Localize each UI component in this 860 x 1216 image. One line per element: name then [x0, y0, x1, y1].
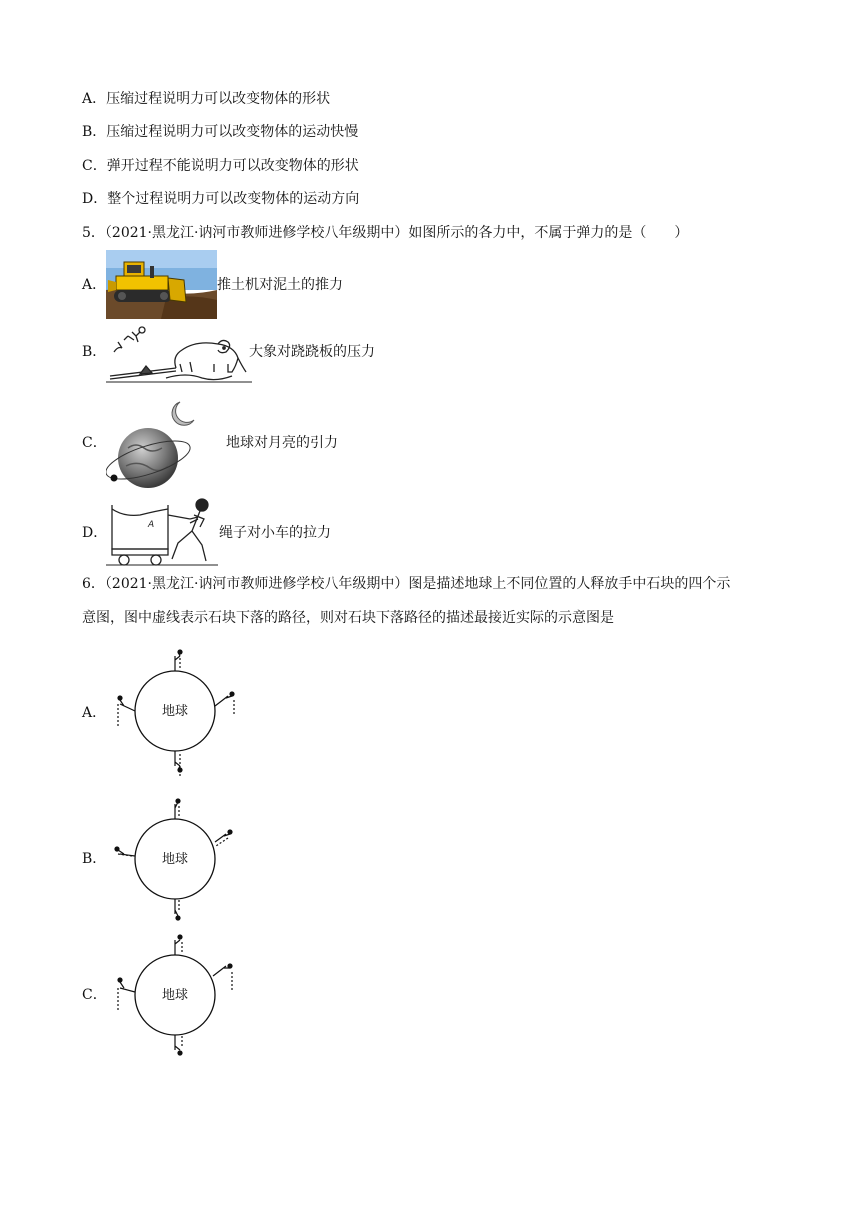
svg-text:A: A: [148, 520, 155, 530]
earth-diagram-b: [108, 794, 242, 928]
earth-moon-image: [106, 396, 210, 488]
q5-stem: 5．（2021·黑龙江·讷河市教师进修学校八年级期中）如图所示的各力中，不属于弹力的是（ ）: [82, 225, 689, 241]
q4-option-c: C．弹开过程不能说明力可以改变物体的形状: [82, 158, 359, 174]
earth-label-a: 地球: [161, 704, 189, 719]
q6-option-c-label: C．: [82, 987, 107, 1003]
q4-option-a: A．压缩过程说明力可以改变物体的形状: [82, 91, 331, 107]
person-pulling-cart-image: [106, 497, 218, 567]
q4-option-d: D．整个过程说明力可以改变物体的运动方向: [82, 191, 360, 207]
q5-option-d-label: D．: [82, 525, 108, 541]
earth-diagram-a: [108, 644, 242, 778]
q5-option-c-caption: 地球对月亮的引力: [226, 435, 338, 451]
q6-option-a-label: A．: [82, 705, 107, 721]
q5-option-c-label: C．: [82, 435, 107, 451]
q6-stem-line-2: 意图，图中虚线表示石块下落的路径，则对石块下落路径的描述最接近实际的示意图是: [82, 610, 614, 626]
earth-label-c: 地球: [161, 988, 189, 1003]
elephant-seesaw-image: [106, 322, 252, 384]
q5-option-a-caption: 推土机对泥土的推力: [217, 277, 343, 293]
q4-option-b: B．压缩过程说明力可以改变物体的运动快慢: [82, 124, 359, 140]
q5-option-d-caption: 绳子对小车的拉力: [219, 525, 331, 541]
q5-option-a-label: A．: [82, 277, 107, 293]
earth-label-b: 地球: [161, 852, 189, 867]
earth-diagram-c: [108, 928, 242, 1062]
bulldozer-image: [106, 250, 217, 319]
q5-option-b-caption: 大象对跷跷板的压力: [249, 344, 375, 360]
q5-option-b-label: B．: [82, 344, 107, 360]
q6-option-b-label: B．: [82, 851, 107, 867]
q6-stem-line-1: 6．（2021·黑龙江·讷河市教师进修学校八年级期中）图是描述地球上不同位置的人释放手中石块的四个示: [82, 576, 731, 592]
